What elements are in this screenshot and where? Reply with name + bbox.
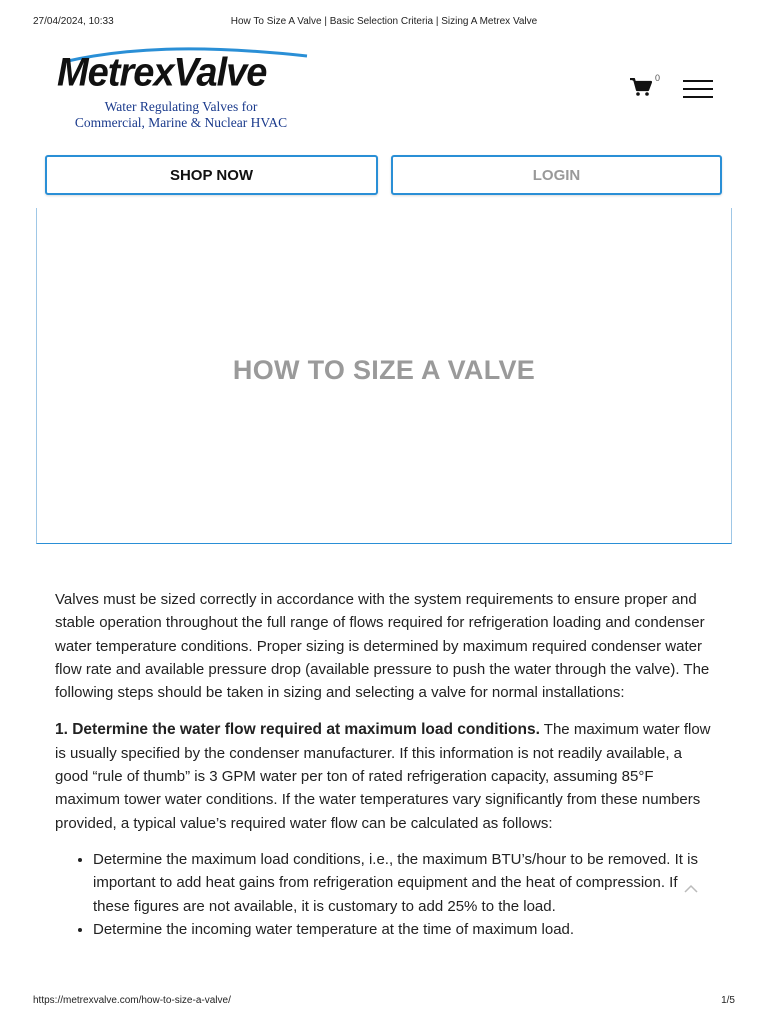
step-1-paragraph <box>55 718 715 834</box>
intro-paragraph: Valves must be sized correctly in accordance with the system requirements to ensure proper and stable operation throughout the full range of flows required for refrigeration loading and condenser water temperature conditions. Proper sizing is determined by maximum required condenser water flow rate and available pressure drop (available pressure to push the water through the valve). The following steps should be taken in sizing and selecting a valve for normal installations: <box>55 591 710 702</box>
page-title: HOW TO SIZE A VALVE <box>232 355 536 385</box>
chevron-up-icon[interactable] <box>684 881 700 893</box>
shopping-cart-icon[interactable] <box>630 78 654 98</box>
shop-now-button[interactable]: SHOP NOW <box>45 155 378 195</box>
print-date: 27/04/2024, 10:33 <box>33 16 114 27</box>
logo-wordmark: MetrexValve <box>57 50 267 96</box>
print-header <box>33 16 735 30</box>
tagline-line-2: Commercial, Marine & Nuclear HVAC <box>74 115 288 130</box>
print-page-number: 1/5 <box>721 995 735 1006</box>
login-button[interactable]: LOGIN <box>391 155 722 195</box>
logo-tagline <box>55 99 307 131</box>
print-title: How To Size A Valve | Basic Selection Criteria | Sizing A Metrex Valve <box>230 16 538 27</box>
site-logo[interactable] <box>55 46 315 136</box>
step-1-list <box>55 848 715 941</box>
print-url: https://metrexvalve.com/how-to-size-a-valve/ <box>33 995 231 1006</box>
step-1-heading: 1. Determine the water flow required at maximum load conditions. <box>55 721 540 739</box>
hamburger-menu-icon[interactable] <box>683 80 713 98</box>
list-item: • Determine the maximum load conditions, i.e., the maximum BTU’s/hour to be removed. It is important to add heat gains from refrigeration equipment and the heat of compression. If these figures are not available, it is customary to add 25% to the load. <box>93 848 715 918</box>
list-item: • Determine the incoming water temperature at the time of maximum load. <box>93 918 715 941</box>
cart-count-badge: 0 <box>655 73 661 83</box>
tagline-line-1: Water Regulating Valves for <box>104 99 258 114</box>
step-1-text: The maximum water flow is usually specified by the condenser manufacturer. If this information is not readily available, a good “rule of thumb” is 3 GPM water per ton of rated refrigeration capacity, assuming 85°F maximum tower water conditions. If the water temperatures vary significantly from these numbers provided, a typical value’s required water flow can be calculated as follows: <box>55 721 711 832</box>
hero-banner <box>36 208 732 544</box>
article-body <box>55 588 715 941</box>
print-footer <box>33 995 735 1009</box>
